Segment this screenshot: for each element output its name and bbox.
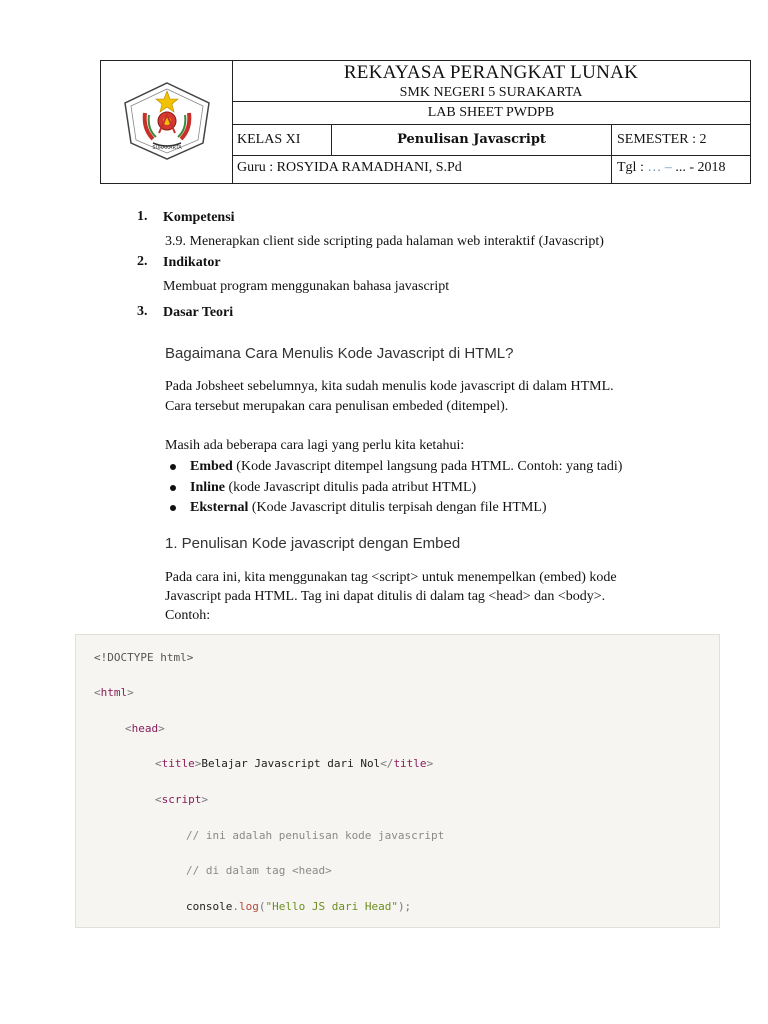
list-item [190, 498, 622, 519]
school-logo-cell [101, 61, 233, 183]
code-line-comment-2 [186, 864, 332, 877]
code-line-console: console.log("Hello JS dari Head"); [186, 900, 412, 913]
section-3-number: 3. [137, 304, 148, 319]
theory-paragraph-1-line-1: Pada Jobsheet sebelumnya, kita sudah menulis kode javascript di dalam HTML. [165, 379, 614, 394]
semester-cell: SEMESTER : 2 [617, 132, 707, 147]
topic-cell: Penulisan Javascript [332, 125, 612, 155]
list-item [190, 478, 622, 499]
section-1-number: 1. [137, 209, 148, 224]
tgl-dots: … – [647, 160, 672, 175]
list-item-term: Eksternal [190, 500, 249, 515]
bullet-icon [170, 485, 176, 491]
code-script-tag: script [161, 793, 202, 806]
code-line-html: <html> [94, 686, 134, 699]
list-item-desc: (Kode Javascript ditulis terpisah dengan file HTML) [248, 500, 547, 515]
tgl-cell [612, 156, 750, 183]
header-school: SMK NEGERI 5 SURAKARTA [399, 85, 583, 100]
header-table [100, 60, 751, 184]
list-item [190, 457, 622, 478]
code-comment-1: // ini adalah penulisan kode javascript [186, 829, 445, 842]
code-line-script: <script> [155, 793, 208, 806]
code-string: "Hello JS dari Head" [265, 900, 398, 913]
section-1-title: Kompetensi [163, 210, 235, 225]
code-line-comment-1 [186, 829, 444, 842]
list-item-desc: (kode Javascript ditulis pada atribut HTML) [225, 479, 477, 495]
list-item-desc: (Kode Javascript ditempel langsung pada HTML. Contoh: yang tadi) [232, 459, 623, 474]
code-title-tag-close: title [393, 757, 427, 770]
list-item-term: Inline [190, 479, 226, 495]
code-doctype: <!DOCTYPE html> [94, 651, 194, 664]
embed-paragraph-line-1: Pada cara ini, kita menggunakan tag <script> untuk menempelkan (embed) kode [165, 570, 617, 585]
code-block [75, 634, 720, 928]
school-logo [123, 81, 211, 161]
code-head-tag: head [131, 722, 159, 735]
code-html-tag: html [100, 686, 128, 699]
section-2-item: Membuat program menggunakan bahasa javascript [163, 279, 450, 294]
section-1-item: 3.9. Menerapkan client side scripting pada halaman web interaktif (Javascript) [165, 234, 604, 249]
header-title: REKAYASA PERANGKAT LUNAK [343, 62, 639, 83]
code-log: log [238, 900, 259, 913]
guru-cell: Guru : ROSYIDA RAMADHANI, S.Pd [232, 156, 612, 183]
theory-heading: Bagaimana Cara Menulis Kode Javascript di HTML? [165, 345, 514, 362]
embed-paragraph-line-2: Javascript pada HTML. Tag ini dapat ditulis di dalam tag <head> dan <body>. [165, 589, 606, 604]
code-console: console [186, 900, 233, 913]
code-comment-2: // di dalam tag <head> [186, 864, 332, 877]
section-3-title: Dasar Teori [163, 305, 234, 320]
bullet-icon [170, 464, 176, 470]
theory-paragraph-1-line-2: Cara tersebut merupakan cara penulisan embeded (ditempel). [165, 399, 509, 414]
kelas-cell: KELAS XI [232, 125, 332, 155]
header-teacher-row [232, 156, 750, 183]
section-2-number: 2. [137, 254, 148, 269]
code-title-text: Belajar Javascript dari Nol [201, 757, 381, 770]
header-class-row [232, 125, 750, 156]
code-line-title: <title>Belajar Javascript dari Nol</title> [155, 757, 434, 770]
section-2-title: Indikator [163, 255, 221, 270]
code-title-tag-open: title [161, 757, 195, 770]
list-item-term: Embed [190, 459, 233, 474]
embed-paragraph-line-3: Contoh: [165, 608, 211, 623]
embed-heading: 1. Penulisan Kode javascript dengan Embed [165, 535, 461, 552]
code-line-head: <head> [125, 722, 165, 735]
bullet-icon [170, 505, 176, 511]
logo-caption: SURAKARTA [152, 145, 182, 151]
theory-paragraph-2: Masih ada beberapa cara lagi yang perlu kita ketahui: [165, 438, 465, 453]
tgl-label: Tgl : [617, 160, 644, 175]
header-sheet: LAB SHEET PWDPB [232, 101, 750, 125]
method-list [190, 457, 622, 519]
code-line-doctype [94, 651, 193, 664]
tgl-rest: ... - 2018 [675, 160, 726, 175]
